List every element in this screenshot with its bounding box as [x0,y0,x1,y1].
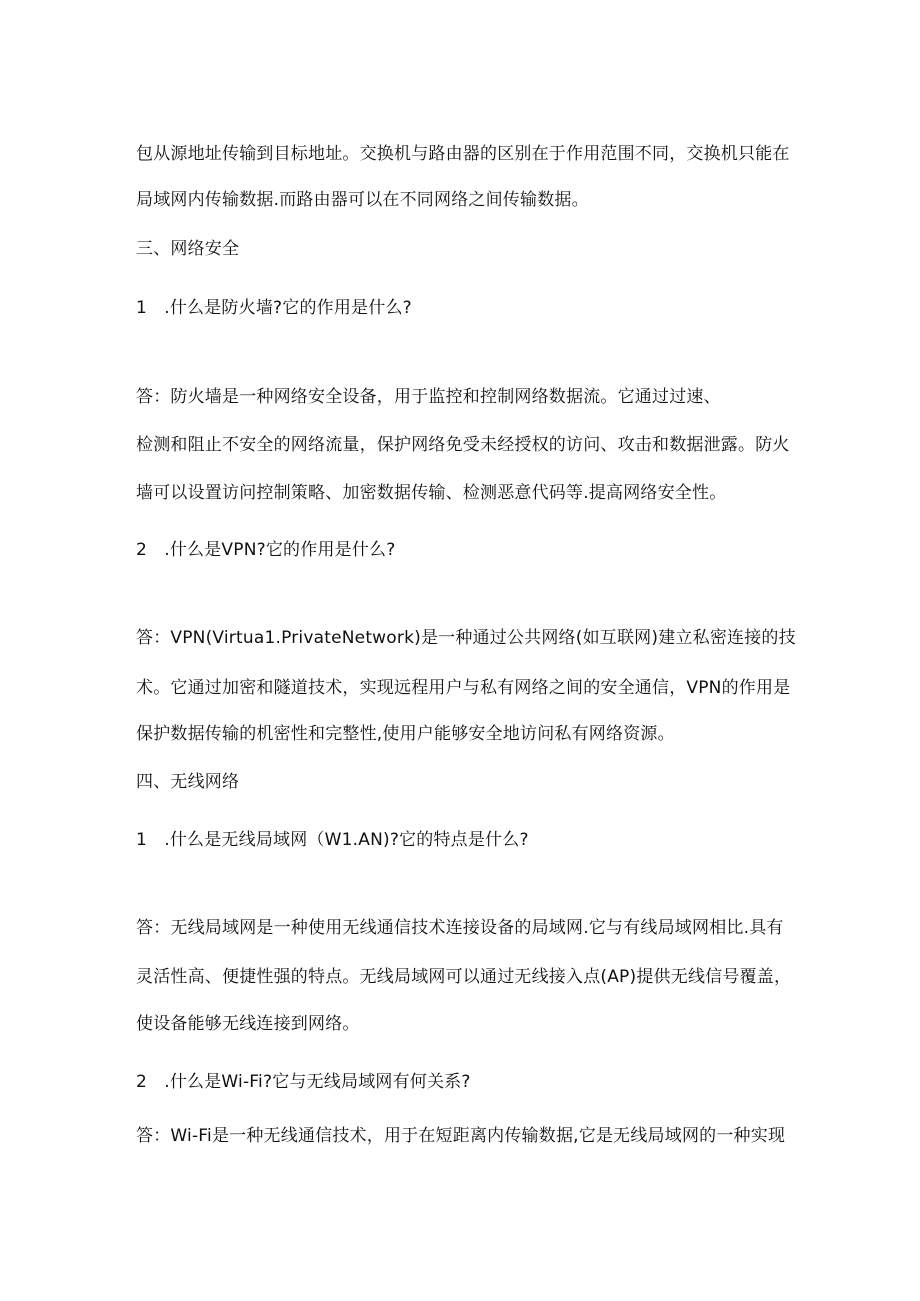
paragraph-line: 局域网内传输数据.而路由器可以在不同网络之间传输数据。 [136,190,589,210]
answer-line: 保护数据传输的机密性和完整性,使用户能够安全地访问私有网络资源。 [136,724,675,744]
answer-line: 使设备能够无线连接到网络。 [136,1014,360,1034]
answer-line: 灵活性高、便捷性强的特点。无线局域网可以通过无线接入点(AP)提供无线信号覆盖， [136,967,792,987]
answer-line: 检测和阻止不安全的网络流量，保护网络免受未经授权的访问、攻击和数据泄露。防火 [136,435,790,455]
section-heading-wireless-network: 四、无线网络 [136,772,240,792]
answer-line: 答：VPN(Virtua1.PrivateNetwork)是一种通过公共网络(如互联网)建立私密连接的技 [136,628,796,648]
answer-line: 答：无线局域网是一种使用无线通信技术连接设备的局域网.它与有线局域网相比.具有 [136,918,784,938]
paragraph-line: 包从源地址传输到目标地址。交换机与路由器的区别在于作用范围不同，交换机只能在 [136,144,790,164]
question-wlan: 1 .什么是无线局域网（W1.AN)?它的特点是什么? [136,830,529,850]
answer-line: 答：防火墙是一种网络安全设备，用于监控和控制网络数据流。它通过过速、 [136,387,721,407]
answer-line: 墙可以设置访问控制策略、加密数据传输、检测恶意代码等.提高网络安全性。 [136,483,727,503]
section-heading-network-security: 三、网络安全 [136,239,240,259]
question-firewall: 1 .什么是防火墙?它的作用是什么? [136,298,412,318]
question-vpn: 2 .什么是VPN?它的作用是什么? [136,540,396,560]
answer-line: 答：Wi-Fi是一种无线通信技术，用于在短距离内传输数据,它是无线局域网的一种实现 [136,1126,786,1146]
answer-line: 术。它通过加密和隧道技术，实现远程用户与私有网络之间的安全通信，VPN的作用是 [136,678,791,698]
question-wifi: 2 .什么是Wi-Fi?它与无线局域网有何关系? [136,1072,471,1092]
